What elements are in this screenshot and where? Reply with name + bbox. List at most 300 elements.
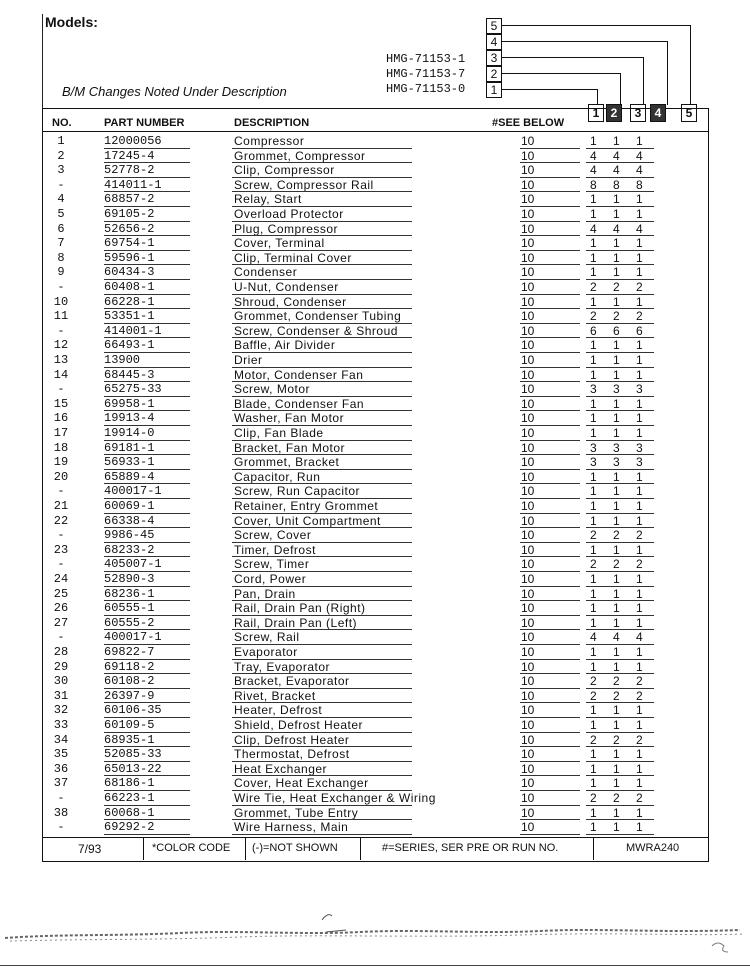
qty-model-3: 4 bbox=[636, 148, 643, 163]
column-header-no: NO. bbox=[52, 117, 72, 129]
qty-model-1: 4 bbox=[590, 148, 597, 163]
table-row bbox=[42, 426, 708, 441]
table-row bbox=[42, 280, 708, 295]
part-description: Bracket, Evaporator bbox=[234, 674, 350, 689]
row-no: 6 bbox=[57, 221, 65, 236]
qty-model-2: 1 bbox=[613, 659, 620, 674]
row-no: 26 bbox=[53, 601, 69, 616]
series-value: 10 bbox=[521, 645, 535, 659]
table-row bbox=[42, 455, 708, 470]
row-no: 28 bbox=[53, 645, 69, 659]
part-description: Drier bbox=[234, 353, 263, 367]
qty-model-3: 2 bbox=[636, 309, 643, 324]
qty-model-2: 1 bbox=[613, 469, 620, 484]
table-row bbox=[42, 324, 708, 339]
qty-model-3: 1 bbox=[636, 761, 643, 776]
row-no: - bbox=[57, 528, 65, 543]
row-no: 25 bbox=[53, 586, 69, 601]
row-no: 15 bbox=[53, 396, 69, 411]
series-box: 4 bbox=[650, 104, 666, 122]
series-underline bbox=[520, 834, 580, 835]
column-header-series: #SEE BELOW bbox=[492, 117, 565, 129]
qty-model-1: 2 bbox=[590, 688, 597, 703]
table-row bbox=[42, 514, 708, 529]
series-value: 10 bbox=[521, 586, 535, 601]
table-row bbox=[42, 149, 708, 164]
row-no: 3 bbox=[57, 163, 65, 178]
series-value: 10 bbox=[521, 440, 535, 455]
series-value: 10 bbox=[521, 484, 535, 499]
qty-model-1: 1 bbox=[590, 820, 597, 835]
part-description: Evaporator bbox=[234, 645, 298, 659]
qty-model-3: 3 bbox=[636, 455, 643, 470]
series-value: 10 bbox=[521, 528, 535, 543]
bm-changes-note: B/M Changes Noted Under Description bbox=[62, 84, 287, 99]
table-row bbox=[42, 499, 708, 514]
series-value: 10 bbox=[521, 163, 535, 178]
header-rule bbox=[42, 131, 708, 132]
part-number: 69181-1 bbox=[104, 440, 155, 455]
qty-model-3: 2 bbox=[636, 688, 643, 703]
table-row bbox=[42, 528, 708, 543]
part-number: 9986-45 bbox=[104, 528, 155, 543]
footer-color-code: *COLOR CODE bbox=[152, 842, 231, 854]
qty-model-1: 1 bbox=[590, 265, 597, 280]
table-row bbox=[42, 382, 708, 397]
qty-model-3: 1 bbox=[636, 134, 643, 148]
part-number: 68236-1 bbox=[104, 586, 155, 601]
qty-model-3: 2 bbox=[636, 280, 643, 294]
part-description: Cover, Terminal bbox=[234, 236, 325, 251]
qty-model-3: 2 bbox=[636, 528, 643, 543]
qty-model-1: 1 bbox=[590, 484, 597, 499]
table-row bbox=[42, 776, 708, 791]
qty-model-3: 4 bbox=[636, 630, 643, 645]
qty-model-3: 1 bbox=[636, 426, 643, 440]
qty-model-1: 4 bbox=[590, 163, 597, 178]
series-value: 10 bbox=[521, 294, 535, 309]
part-description: U-Nut, Condenser bbox=[234, 280, 339, 294]
model-box: 4 bbox=[486, 34, 502, 50]
qty-model-3: 1 bbox=[636, 572, 643, 586]
part-number: 19914-0 bbox=[104, 426, 155, 440]
qty-model-2: 8 bbox=[613, 177, 620, 192]
table-row bbox=[42, 660, 708, 675]
series-value: 10 bbox=[521, 455, 535, 470]
series-value: 10 bbox=[521, 236, 535, 251]
table-row bbox=[42, 747, 708, 762]
qty-model-3: 1 bbox=[636, 499, 643, 513]
desc-underline bbox=[232, 834, 412, 835]
part-description: Screw, Cover bbox=[234, 528, 312, 543]
qty-model-1: 2 bbox=[590, 280, 597, 294]
series-value: 10 bbox=[521, 309, 535, 324]
part-number: 60108-2 bbox=[104, 674, 155, 689]
table-row bbox=[42, 791, 708, 806]
part-number: 400017-1 bbox=[104, 484, 162, 499]
series-value: 10 bbox=[521, 674, 535, 689]
qty-model-1: 1 bbox=[590, 367, 597, 382]
row-no: - bbox=[57, 280, 65, 294]
footer-divider bbox=[245, 837, 246, 860]
footer-date: 7/93 bbox=[78, 842, 102, 856]
series-value: 10 bbox=[521, 382, 535, 397]
qty-model-1: 1 bbox=[590, 572, 597, 586]
row-no: - bbox=[57, 791, 65, 805]
qty-model-3: 1 bbox=[636, 192, 643, 207]
part-description: Overload Protector bbox=[234, 207, 344, 221]
part-description: Cord, Power bbox=[234, 572, 307, 586]
table-row bbox=[42, 470, 708, 485]
part-description: Thermostat, Defrost bbox=[234, 747, 350, 762]
qty-model-3: 1 bbox=[636, 250, 643, 265]
qty-model-2: 1 bbox=[613, 645, 620, 659]
part-number: 52656-2 bbox=[104, 221, 155, 236]
qty-model-1: 1 bbox=[590, 426, 597, 440]
series-value: 10 bbox=[521, 148, 535, 163]
qty-model-2: 1 bbox=[613, 513, 620, 528]
qty-model-1: 1 bbox=[590, 469, 597, 484]
series-value: 10 bbox=[521, 280, 535, 294]
series-value: 10 bbox=[521, 396, 535, 411]
row-no: - bbox=[57, 557, 65, 572]
qty-model-1: 2 bbox=[590, 732, 597, 747]
qty-model-1: 2 bbox=[590, 557, 597, 572]
table-row bbox=[42, 178, 708, 193]
qty-model-2: 2 bbox=[613, 557, 620, 572]
qty-model-3: 1 bbox=[636, 411, 643, 426]
part-number: 60106-35 bbox=[104, 703, 162, 718]
qty-model-1: 1 bbox=[590, 250, 597, 265]
part-number: 69105-2 bbox=[104, 207, 155, 221]
table-row bbox=[42, 207, 708, 222]
model-name: HMG-71153-0 bbox=[386, 82, 466, 96]
part-description: Screw, Run Capacitor bbox=[234, 484, 361, 499]
part-number: 60109-5 bbox=[104, 718, 155, 732]
bracket-line bbox=[502, 57, 643, 58]
series-value: 10 bbox=[521, 615, 535, 630]
qty-model-2: 2 bbox=[613, 528, 620, 543]
qty-model-1: 6 bbox=[590, 323, 597, 338]
part-number: 66228-1 bbox=[104, 294, 155, 309]
row-no: 37 bbox=[53, 776, 69, 791]
qty-model-3: 8 bbox=[636, 177, 643, 192]
part-description: Clip, Fan Blade bbox=[234, 426, 324, 440]
part-number: 68445-3 bbox=[104, 367, 155, 382]
qty-model-2: 3 bbox=[613, 440, 620, 455]
row-no: 29 bbox=[53, 659, 69, 674]
part-number: 68935-1 bbox=[104, 732, 155, 747]
series-value: 10 bbox=[521, 732, 535, 747]
series-value: 10 bbox=[521, 820, 535, 835]
qty-model-2: 1 bbox=[613, 499, 620, 513]
model-name: HMG-71153-1 bbox=[386, 52, 466, 66]
qty-model-2: 1 bbox=[613, 426, 620, 440]
qty-model-3: 1 bbox=[636, 659, 643, 674]
bracket-line bbox=[502, 25, 690, 26]
qty-model-3: 2 bbox=[636, 732, 643, 747]
row-no: 13 bbox=[53, 353, 69, 367]
part-number: 52778-2 bbox=[104, 163, 155, 178]
qty-model-2: 1 bbox=[613, 703, 620, 718]
series-value: 10 bbox=[521, 747, 535, 762]
page-bottom-rule bbox=[0, 965, 750, 966]
series-value: 10 bbox=[521, 265, 535, 280]
row-no: 1 bbox=[57, 134, 65, 148]
series-value: 10 bbox=[521, 426, 535, 440]
series-value: 10 bbox=[521, 499, 535, 513]
qty-model-2: 4 bbox=[613, 221, 620, 236]
qty-model-1: 1 bbox=[590, 353, 597, 367]
part-number: 60068-1 bbox=[104, 805, 155, 820]
column-header-part-number: PART NUMBER bbox=[104, 117, 185, 129]
table-row bbox=[42, 601, 708, 616]
part-description: Rail, Drain Pan (Left) bbox=[234, 615, 358, 630]
row-no: 4 bbox=[57, 192, 65, 207]
series-box: 1 bbox=[588, 104, 604, 122]
table-row bbox=[42, 353, 708, 368]
part-number: 65275-33 bbox=[104, 382, 162, 397]
qty-model-2: 1 bbox=[613, 820, 620, 835]
part-underline bbox=[104, 834, 190, 835]
qty-model-2: 1 bbox=[613, 718, 620, 732]
qty-model-3: 1 bbox=[636, 367, 643, 382]
table-row bbox=[42, 703, 708, 718]
part-number: 69822-7 bbox=[104, 645, 155, 659]
part-description: Wire Harness, Main bbox=[234, 820, 349, 835]
part-number: 414011-1 bbox=[104, 177, 162, 192]
qty-model-1: 1 bbox=[590, 134, 597, 148]
series-value: 10 bbox=[521, 411, 535, 426]
qty-model-3: 1 bbox=[636, 265, 643, 280]
bracket-line bbox=[667, 41, 668, 105]
qty-model-2: 1 bbox=[613, 396, 620, 411]
qty-model-2: 1 bbox=[613, 586, 620, 601]
row-no: 5 bbox=[57, 207, 65, 221]
row-no: 35 bbox=[53, 747, 69, 762]
row-no: - bbox=[57, 820, 65, 835]
qty-model-2: 2 bbox=[613, 309, 620, 324]
row-no: 9 bbox=[57, 265, 65, 280]
part-description: Cover, Heat Exchanger bbox=[234, 776, 369, 791]
table-row bbox=[42, 411, 708, 426]
part-description: Rivet, Bracket bbox=[234, 688, 316, 703]
row-no: 18 bbox=[53, 440, 69, 455]
qty-model-3: 1 bbox=[636, 615, 643, 630]
qty-model-1: 1 bbox=[590, 411, 597, 426]
row-no: 19 bbox=[53, 455, 69, 470]
qty-model-1: 2 bbox=[590, 528, 597, 543]
qty-model-2: 3 bbox=[613, 455, 620, 470]
column-header-description: DESCRIPTION bbox=[234, 117, 310, 129]
part-description: Screw, Rail bbox=[234, 630, 300, 645]
qty-model-2: 2 bbox=[613, 688, 620, 703]
qty-model-1: 1 bbox=[590, 747, 597, 762]
part-description: Capacitor, Run bbox=[234, 469, 321, 484]
row-no: - bbox=[57, 630, 65, 645]
qty-model-1: 1 bbox=[590, 513, 597, 528]
series-value: 10 bbox=[521, 221, 535, 236]
footer-rule bbox=[42, 837, 708, 838]
qty-model-1: 1 bbox=[590, 776, 597, 791]
qty-model-3: 1 bbox=[636, 353, 643, 367]
qty-model-3: 1 bbox=[636, 294, 643, 309]
table-row bbox=[42, 134, 708, 149]
model-box: 1 bbox=[486, 82, 502, 98]
bracket-line bbox=[502, 73, 620, 74]
series-value: 10 bbox=[521, 177, 535, 192]
row-no: 32 bbox=[53, 703, 69, 718]
qty-model-1: 1 bbox=[590, 396, 597, 411]
series-value: 10 bbox=[521, 805, 535, 820]
table-row bbox=[42, 733, 708, 748]
qty-model-3: 1 bbox=[636, 513, 643, 528]
series-value: 10 bbox=[521, 367, 535, 382]
part-description: Clip, Terminal Cover bbox=[234, 250, 352, 265]
bracket-line bbox=[502, 89, 597, 90]
footer-not-shown: (-)=NOT SHOWN bbox=[252, 842, 338, 854]
table-row bbox=[42, 265, 708, 280]
part-number: 66493-1 bbox=[104, 338, 155, 353]
part-number: 400017-1 bbox=[104, 630, 162, 645]
part-number: 60555-2 bbox=[104, 615, 155, 630]
table-row bbox=[42, 674, 708, 689]
part-description: Baffle, Air Divider bbox=[234, 338, 336, 353]
series-value: 10 bbox=[521, 469, 535, 484]
qty-model-1: 4 bbox=[590, 221, 597, 236]
table-row bbox=[42, 572, 708, 587]
table-row bbox=[42, 309, 708, 324]
part-number: 52085-33 bbox=[104, 747, 162, 762]
part-number: 60434-3 bbox=[104, 265, 155, 280]
qty-model-2: 1 bbox=[613, 250, 620, 265]
part-description: Timer, Defrost bbox=[234, 542, 316, 557]
table-row bbox=[42, 338, 708, 353]
qty-model-2: 1 bbox=[613, 615, 620, 630]
qty-model-1: 8 bbox=[590, 177, 597, 192]
qty-model-3: 1 bbox=[636, 338, 643, 353]
qty-model-3: 4 bbox=[636, 221, 643, 236]
table-row bbox=[42, 368, 708, 383]
table-row bbox=[42, 236, 708, 251]
qty-model-1: 1 bbox=[590, 236, 597, 251]
qty-model-2: 4 bbox=[613, 148, 620, 163]
table-row bbox=[42, 616, 708, 631]
qty-model-2: 1 bbox=[613, 192, 620, 207]
qty-model-3: 3 bbox=[636, 382, 643, 397]
qty-model-3: 1 bbox=[636, 776, 643, 791]
qty-model-3: 1 bbox=[636, 820, 643, 835]
series-value: 10 bbox=[521, 542, 535, 557]
qty-model-3: 1 bbox=[636, 484, 643, 499]
part-number: 52890-3 bbox=[104, 572, 155, 586]
qty-model-3: 4 bbox=[636, 163, 643, 178]
part-description: Heater, Defrost bbox=[234, 703, 323, 718]
series-box: 5 bbox=[681, 104, 697, 122]
part-number: 60555-1 bbox=[104, 601, 155, 616]
qty-model-1: 1 bbox=[590, 718, 597, 732]
table-row bbox=[42, 587, 708, 602]
part-number: 60069-1 bbox=[104, 499, 155, 513]
qty-model-2: 1 bbox=[613, 776, 620, 791]
qty-model-1: 2 bbox=[590, 674, 597, 689]
series-value: 10 bbox=[521, 513, 535, 528]
bracket-line bbox=[690, 25, 691, 105]
table-row bbox=[42, 222, 708, 237]
part-number: 19913-4 bbox=[104, 411, 155, 426]
qty-model-1: 3 bbox=[590, 382, 597, 397]
qty-model-2: 6 bbox=[613, 323, 620, 338]
part-description: Shield, Defrost Heater bbox=[234, 718, 364, 732]
table-row bbox=[42, 806, 708, 821]
part-description: Screw, Motor bbox=[234, 382, 311, 397]
series-value: 10 bbox=[521, 688, 535, 703]
part-description: Cover, Unit Compartment bbox=[234, 513, 381, 528]
part-number: 66338-4 bbox=[104, 513, 155, 528]
part-description: Pan, Drain bbox=[234, 586, 296, 601]
qty-model-2: 4 bbox=[613, 630, 620, 645]
qty-model-3: 1 bbox=[636, 747, 643, 762]
row-no: 2 bbox=[57, 148, 65, 163]
row-no: 36 bbox=[53, 761, 69, 776]
qty-model-3: 1 bbox=[636, 645, 643, 659]
qty-model-3: 1 bbox=[636, 542, 643, 557]
qty-model-2: 1 bbox=[613, 207, 620, 221]
qty-model-2: 2 bbox=[613, 791, 620, 805]
qty-model-3: 1 bbox=[636, 586, 643, 601]
qty-model-1: 1 bbox=[590, 499, 597, 513]
part-number: 414001-1 bbox=[104, 323, 162, 338]
series-value: 10 bbox=[521, 338, 535, 353]
part-description: Washer, Fan Motor bbox=[234, 411, 345, 426]
row-no: 17 bbox=[53, 426, 69, 440]
bracket-line bbox=[620, 73, 621, 105]
qty-model-1: 1 bbox=[590, 294, 597, 309]
qty-model-3: 6 bbox=[636, 323, 643, 338]
qty-model-2: 3 bbox=[613, 382, 620, 397]
part-description: Plug, Compressor bbox=[234, 221, 339, 236]
part-description: Compressor bbox=[234, 134, 305, 148]
table-row bbox=[42, 689, 708, 704]
qty-model-1: 1 bbox=[590, 645, 597, 659]
qty-model-1: 2 bbox=[590, 791, 597, 805]
model-name: HMG-71153-7 bbox=[386, 67, 466, 81]
qty-model-2: 1 bbox=[613, 542, 620, 557]
row-no: - bbox=[57, 323, 65, 338]
table-row bbox=[42, 192, 708, 207]
part-number: 66223-1 bbox=[104, 791, 155, 805]
part-number: 69754-1 bbox=[104, 236, 155, 251]
footer-divider bbox=[360, 837, 361, 860]
row-no: 34 bbox=[53, 732, 69, 747]
qty-model-1: 1 bbox=[590, 542, 597, 557]
row-no: 24 bbox=[53, 572, 69, 586]
table-row bbox=[42, 630, 708, 645]
qty-model-3: 1 bbox=[636, 703, 643, 718]
qty-model-1: 1 bbox=[590, 615, 597, 630]
qty-model-3: 1 bbox=[636, 207, 643, 221]
part-number: 65889-4 bbox=[104, 469, 155, 484]
qty-model-2: 2 bbox=[613, 732, 620, 747]
part-description: Wire Tie, Heat Exchanger & Wiring bbox=[234, 791, 436, 805]
qty-model-1: 2 bbox=[590, 309, 597, 324]
part-description: Screw, Compressor Rail bbox=[234, 177, 374, 192]
qty-model-1: 1 bbox=[590, 192, 597, 207]
series-value: 10 bbox=[521, 353, 535, 367]
part-description: Shroud, Condenser bbox=[234, 294, 347, 309]
qty-underline bbox=[586, 834, 654, 835]
qty-model-1: 1 bbox=[590, 586, 597, 601]
